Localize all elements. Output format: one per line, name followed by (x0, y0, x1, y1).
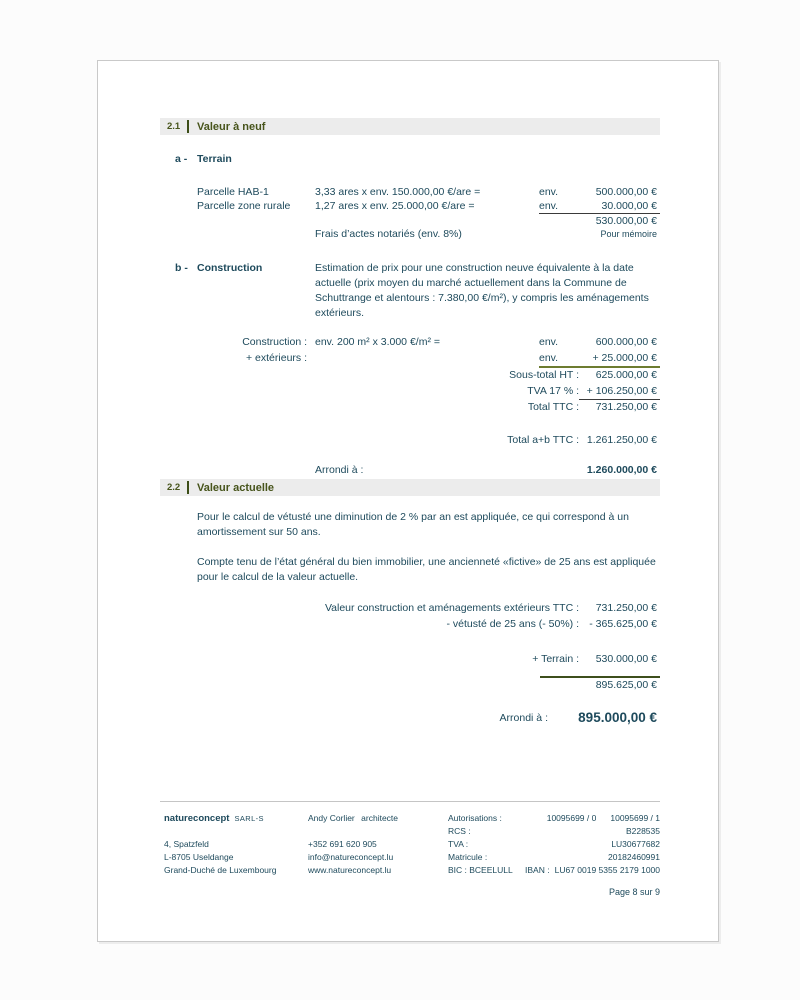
section-marker-bar (187, 481, 189, 494)
table-row (160, 617, 660, 633)
footer-contact-block (308, 812, 398, 877)
rcs-label: RCS : (448, 826, 471, 836)
subtotal-amount: 895.625,00 € (595, 678, 657, 691)
company-legal-form: SARL-S (234, 814, 264, 823)
rounded-amount: 1.260.000,00 € (586, 464, 657, 476)
section-marker-bar (187, 120, 189, 133)
rounded-label: Arrondi à : (499, 711, 548, 724)
table-row (160, 368, 660, 384)
rounded-total-row (160, 463, 660, 478)
authorization-value: 10095699 / 0 (546, 813, 597, 823)
row-calculation: env. 200 m² x 3.000 €/m² = (315, 336, 440, 348)
parcel-amount: 500.000,00 € (595, 186, 657, 198)
tva-value: LU30677682 (611, 839, 660, 849)
iban-value: LU67 0019 5355 2179 1000 (554, 865, 660, 875)
address-line: L-8705 Useldange (164, 852, 234, 862)
row-amount: 731.250,00 € (595, 602, 657, 614)
parcel-amount: 30.000,00 € (601, 200, 657, 212)
notary-fees-label: Frais d’actes notariés (env. 8%) (315, 228, 462, 240)
approx-label: env. (539, 186, 559, 198)
row-label: Valeur construction et aménagements extérieurs TTC : (324, 602, 579, 614)
row-amount: 530.000,00 € (595, 653, 657, 665)
approx-label: env. (539, 336, 559, 348)
page-content (160, 61, 660, 725)
row-label: + extérieurs : (246, 351, 307, 364)
subsection-construction-heading (160, 261, 660, 321)
document-page (97, 60, 719, 942)
parcel-label: Parcelle HAB-1 (197, 186, 269, 198)
matricule-value: 20182460991 (607, 852, 660, 862)
row-amount: - 365.625,00 € (589, 617, 657, 630)
rcs-value: B228535 (625, 826, 660, 836)
rounded-amount: 895.000,00 € (578, 710, 657, 725)
paragraph-anciennete: Compte tenu de l’état général du bien immobilier, une ancienneté «fictive» de 25 ans est appliquée pour le calcul de la valeur actuelle. (197, 556, 656, 583)
footer-legal-labels (448, 812, 513, 877)
footer-legal-values (525, 812, 660, 877)
subsection-letter: a - (175, 153, 188, 165)
table-row (160, 601, 660, 617)
company-name: natureconcept (164, 813, 230, 824)
bic-label: BIC : BCEELULL (448, 865, 513, 875)
subsection-terrain-heading (160, 152, 660, 166)
architect-role: architecte (361, 813, 399, 823)
subsection-letter: b - (175, 262, 188, 274)
row-label: - vétusté de 25 ans (- 50%) : (446, 617, 579, 630)
section-header-valeur-actuelle (160, 479, 660, 496)
row-amount: 625.000,00 € (595, 369, 657, 381)
approx-label: env. (539, 200, 559, 212)
authorizations-label: Autorisations : (448, 813, 502, 823)
parcel-calculation: 3,33 ares x env. 150.000,00 €/are = (315, 186, 481, 198)
section-number: 2.1 (167, 121, 181, 132)
row-label: Sous-total HT : (509, 369, 579, 381)
table-row (160, 185, 660, 199)
section-title: Valeur actuelle (197, 481, 275, 494)
matricule-label: Matricule : (448, 852, 488, 862)
row-label: Total a+b TTC : (507, 433, 579, 446)
rounded-total-row (160, 710, 660, 725)
address-line: Grand-Duché de Luxembourg (164, 865, 277, 875)
row-amount: 600.000,00 € (595, 336, 657, 348)
table-row (160, 199, 660, 214)
table-row (160, 335, 660, 351)
email-address: info@natureconcept.lu (308, 852, 394, 862)
table-row (160, 351, 660, 369)
row-label: + Terrain : (532, 653, 579, 665)
paragraph-vetuste: Pour le calcul de vétusté une diminution de 2 % par an est appliquée, ce qui correspond à un amortissement sur 50 ans. (197, 511, 629, 538)
section-title: Valeur à neuf (197, 120, 266, 133)
approx-label: env. (539, 351, 559, 364)
row-label: Total TTC : (527, 401, 579, 413)
parcel-label: Parcelle zone rurale (197, 200, 291, 212)
footer-company-block (164, 812, 276, 877)
table-row (160, 228, 660, 241)
table-row (160, 384, 660, 401)
page-number: Page 8 sur 9 (608, 887, 660, 897)
iban-label: IBAN : (525, 865, 550, 875)
notary-fees-value: Pour mémoire (600, 229, 657, 239)
terrain-table (160, 185, 660, 241)
tva-label: TVA : (448, 839, 469, 849)
row-amount: + 25.000,00 € (592, 351, 657, 364)
architect-name: Andy Corlier (308, 813, 355, 823)
grand-total-amount: 1.261.250,00 € (586, 433, 657, 446)
rounded-label: Arrondi à : (315, 464, 364, 476)
construction-description: Estimation de prix pour une construction neuve équivalente à la date actuelle (prix moyen du marché actuellement dans la Commune de Schuttrange et alentours : 7.380,00 €/m²), y compris les aménagements extérieurs. (315, 262, 649, 319)
row-label: Construction : (242, 336, 307, 348)
section-header-valeur-a-neuf (160, 118, 660, 135)
table-row (160, 678, 660, 694)
table-row (160, 652, 660, 668)
row-amount: 731.250,00 € (595, 401, 657, 413)
table-row (160, 400, 660, 416)
phone-number: +352 691 620 905 (308, 839, 377, 849)
page-footer (160, 801, 660, 941)
subsection-title: Terrain (197, 153, 232, 165)
row-amount: + 106.250,00 € (579, 384, 660, 401)
current-value-table (160, 601, 660, 725)
table-row (160, 433, 660, 449)
row-label: TVA 17 % : (527, 384, 579, 397)
subsection-title: Construction (197, 262, 263, 274)
authorization-value: 10095699 / 1 (610, 813, 660, 823)
parcel-calculation: 1,27 ares x env. 25.000,00 €/are = (315, 200, 475, 212)
address-line: 4, Spatzfeld (164, 839, 209, 849)
website-url: www.natureconcept.lu (308, 865, 392, 875)
construction-table (160, 335, 660, 478)
table-row (160, 214, 660, 228)
section-number: 2.2 (167, 482, 181, 493)
terrain-total-amount: 530.000,00 € (595, 215, 657, 227)
